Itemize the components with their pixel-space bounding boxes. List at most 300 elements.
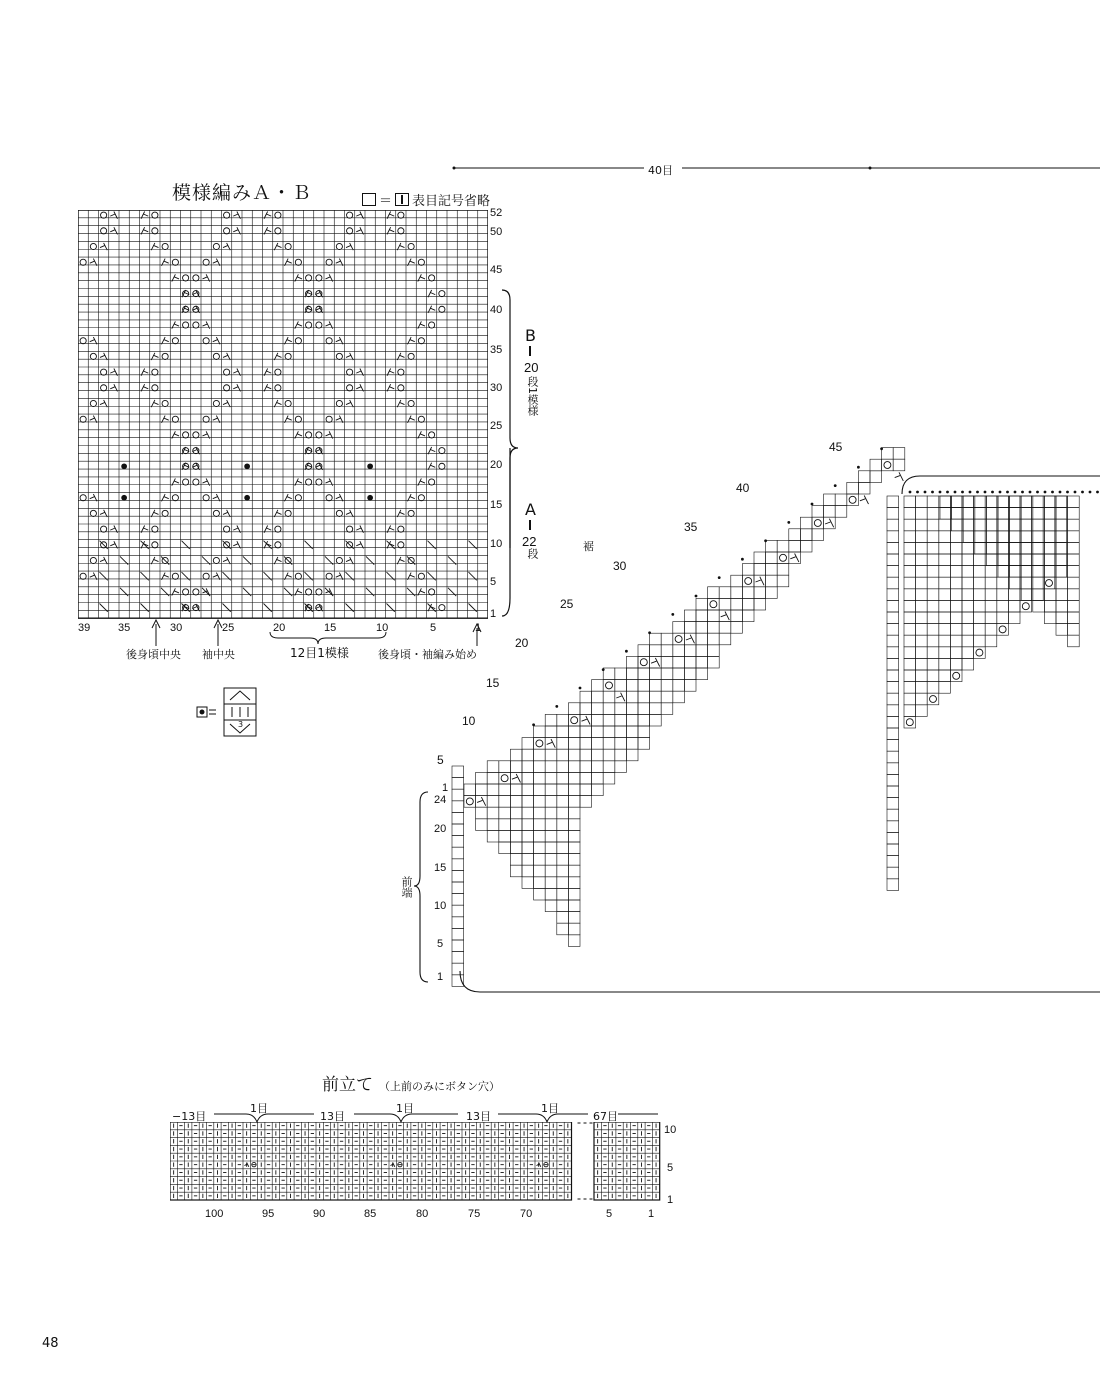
right-cell	[939, 647, 951, 659]
hem-cell	[719, 598, 731, 610]
hem-cell	[534, 784, 546, 796]
right-cell	[927, 519, 939, 531]
right-cell	[904, 682, 916, 694]
stitch-symbol	[326, 338, 332, 344]
hem-cell	[510, 784, 522, 796]
stitch-symbol	[90, 353, 96, 359]
hem-cell	[557, 784, 569, 796]
hem-cell	[580, 796, 592, 808]
step-dot	[532, 723, 535, 726]
hem-cell	[568, 761, 580, 773]
front-edge-cell	[452, 940, 464, 952]
hem-cell	[568, 865, 580, 877]
edge-dot	[1089, 491, 1092, 494]
stitch-symbol	[101, 369, 107, 375]
hem-cell	[615, 738, 627, 750]
hem-cell	[858, 471, 870, 483]
edge-dot	[1029, 491, 1032, 494]
hem-cell	[603, 738, 615, 750]
hem-cell	[731, 610, 743, 622]
right-cell	[1021, 566, 1033, 578]
outline-bottom	[460, 971, 1100, 992]
right-cell	[1044, 542, 1056, 554]
row-label: 1	[490, 608, 497, 620]
empty-square-icon	[362, 193, 376, 206]
hem-cell	[568, 877, 580, 889]
hem-cell	[638, 738, 650, 750]
right-cell	[904, 612, 916, 624]
hem-cell	[580, 691, 592, 703]
edge-dot	[1044, 491, 1047, 494]
hem-cell	[742, 564, 754, 576]
right-cell	[927, 589, 939, 601]
hem-cell	[557, 772, 569, 784]
stitch-symbol	[90, 400, 96, 406]
edge-dot	[909, 491, 912, 494]
stitch-symbol	[606, 682, 613, 689]
sleeve-center-label: 袖中央	[202, 648, 235, 661]
stitch-symbol	[193, 589, 199, 595]
right-cell	[962, 647, 974, 659]
right-cell	[1056, 612, 1068, 624]
dimension-path	[214, 1114, 658, 1122]
right-cell	[927, 508, 939, 520]
hem-cell	[557, 877, 569, 889]
start-label: 後身頃・袖編み始め	[378, 648, 477, 661]
hem-cell	[638, 726, 650, 738]
hem-cell	[684, 680, 696, 692]
hem-cell	[522, 877, 534, 889]
hem-cell	[650, 691, 662, 703]
hem-cell	[487, 830, 499, 842]
hem-cell	[545, 865, 557, 877]
right-cell	[997, 589, 1009, 601]
stitch-symbol	[203, 573, 209, 579]
right-cell	[1020, 542, 1032, 554]
hem-cell	[487, 796, 499, 808]
right-cell	[1044, 554, 1056, 566]
stitch-symbol	[224, 212, 230, 218]
stitch-symbol	[101, 228, 107, 234]
hem-cell	[568, 854, 580, 866]
hem-cell	[882, 448, 894, 460]
stitch-symbol	[429, 432, 435, 438]
right-cell	[974, 554, 986, 566]
right-cell	[927, 496, 939, 508]
hem-cell	[545, 819, 557, 831]
band-col-label: 95	[262, 1208, 275, 1220]
stitch-symbol	[326, 495, 332, 501]
hem-cell	[626, 691, 638, 703]
hem-cell	[626, 656, 638, 668]
hem-cell	[835, 506, 847, 518]
hem-cell	[626, 738, 638, 750]
edge-dot	[954, 491, 957, 494]
right-cell	[1068, 531, 1080, 543]
right-cell	[974, 519, 986, 531]
right-cell	[1043, 496, 1055, 508]
hem-cell	[557, 842, 569, 854]
right-cell	[904, 496, 916, 508]
center-strip-cell	[887, 496, 899, 508]
right-cell	[1033, 519, 1045, 531]
edge-dot	[961, 491, 964, 494]
hem-cell	[615, 761, 627, 773]
hem-cell	[545, 900, 557, 912]
right-cell	[985, 519, 997, 531]
hem-cell	[580, 726, 592, 738]
stitch-symbol	[316, 479, 322, 485]
right-cell	[939, 682, 951, 694]
stitch-symbol	[183, 275, 189, 281]
bracket-a-note: 段	[526, 548, 539, 559]
step-label: 45	[829, 440, 843, 454]
stitch-symbol	[183, 432, 189, 438]
hem-cell	[545, 749, 557, 761]
right-cell	[986, 531, 998, 543]
hem-cell	[789, 540, 801, 552]
front-edge-cell	[452, 778, 464, 790]
stitch-symbol	[213, 400, 219, 406]
hem-cell	[615, 726, 627, 738]
right-cell	[974, 589, 986, 601]
front-edge-cell	[452, 917, 464, 929]
edge-dot	[991, 491, 994, 494]
col-label: 39	[78, 622, 91, 634]
step-label: 15	[486, 676, 500, 690]
hem-cell	[696, 633, 708, 645]
hem-cell	[510, 749, 522, 761]
band-col-label: 70	[520, 1208, 533, 1220]
legend-equals: ＝	[379, 194, 393, 209]
right-cell	[904, 577, 916, 589]
hem-cell	[487, 784, 499, 796]
right-cell	[962, 577, 974, 589]
right-cell	[1033, 554, 1045, 566]
right-cell	[1043, 566, 1055, 578]
stitch-symbol	[213, 510, 219, 516]
stitch-symbol	[398, 228, 404, 234]
right-cell	[904, 554, 916, 566]
right-cell	[939, 600, 951, 612]
right-cell	[975, 496, 987, 508]
hem-cell	[626, 703, 638, 715]
right-cell	[997, 508, 1009, 520]
right-cell	[997, 554, 1009, 566]
right-cell	[998, 554, 1010, 566]
hem-cell	[592, 680, 604, 692]
hem-cell	[626, 714, 638, 726]
back-center-label: 後身頃中央	[126, 648, 181, 661]
stitch-symbol	[306, 432, 312, 438]
right-cell	[997, 542, 1009, 554]
step-dot	[579, 687, 582, 690]
front-edge-cell	[452, 963, 464, 975]
right-cell	[1055, 542, 1067, 554]
hem-cell	[510, 830, 522, 842]
segment-label: 1目	[250, 1102, 268, 1115]
right-cell	[1068, 542, 1080, 554]
hem-cell	[499, 796, 511, 808]
stitch-symbol	[90, 557, 96, 563]
hem-cell	[742, 587, 754, 599]
hem-cell	[568, 923, 580, 935]
hem-cell	[777, 575, 789, 587]
hem-cell	[661, 656, 673, 668]
hem-cell	[499, 830, 511, 842]
stitch-symbol	[193, 479, 199, 485]
hem-cell	[557, 761, 569, 773]
stitch-symbol	[336, 557, 342, 563]
stitch-symbol	[172, 573, 178, 579]
right-cell	[1008, 554, 1020, 566]
stitch-symbol	[367, 495, 373, 501]
right-cell	[997, 600, 1009, 612]
hem-cell	[777, 552, 789, 564]
right-cell	[1008, 519, 1020, 531]
hem-cell	[789, 529, 801, 541]
hem-cell	[557, 726, 569, 738]
stitch-symbol	[193, 432, 199, 438]
hem-cell	[476, 807, 488, 819]
front-edge-cell	[452, 870, 464, 882]
right-cell	[1032, 531, 1044, 543]
right-cell	[1056, 542, 1068, 554]
right-cell	[974, 600, 986, 612]
stitch-symbol	[193, 275, 199, 281]
right-cell	[974, 496, 986, 508]
step-dot	[695, 595, 698, 598]
stitch-symbol	[999, 626, 1006, 633]
hem-cell	[638, 656, 650, 668]
stitch-symbol	[547, 739, 556, 748]
right-cell	[1043, 519, 1055, 531]
hem-cell	[534, 726, 546, 738]
right-cell	[998, 542, 1010, 554]
hem-cell	[603, 749, 615, 761]
right-cell	[962, 658, 974, 670]
hem-cell	[557, 796, 569, 808]
col-label: 20	[273, 622, 286, 634]
step-dot	[625, 650, 628, 653]
right-cell	[1044, 519, 1056, 531]
right-cell	[986, 554, 998, 566]
right-cell	[1055, 531, 1067, 543]
stitch-symbol	[80, 573, 86, 579]
edge-dot	[946, 491, 949, 494]
stitch-symbol	[275, 542, 281, 548]
stitch-symbol	[275, 228, 281, 234]
hem-cell	[545, 726, 557, 738]
hem-cell	[568, 796, 580, 808]
right-cell	[927, 577, 939, 589]
hem-label: 裾	[583, 540, 594, 553]
hem-cell	[650, 703, 662, 715]
right-cell	[1043, 508, 1055, 520]
right-cell	[1056, 496, 1068, 508]
hem-cell	[534, 842, 546, 854]
hem-cell	[522, 784, 534, 796]
hem-cell	[592, 761, 604, 773]
hem-cell	[568, 888, 580, 900]
hem-cell	[638, 668, 650, 680]
edge-dot	[1006, 491, 1009, 494]
right-cell	[904, 647, 916, 659]
right-cell	[974, 542, 986, 554]
right-cell	[1044, 612, 1056, 624]
right-cell	[916, 670, 928, 682]
stitch-symbol	[1022, 603, 1029, 610]
right-cell	[1056, 624, 1068, 636]
center-strip-cell	[887, 577, 899, 589]
hem-cell	[487, 761, 499, 773]
hem-cell	[545, 830, 557, 842]
stitch-symbol	[183, 479, 189, 485]
width-dimension-line	[450, 160, 1100, 176]
hem-cell	[568, 935, 580, 947]
hem-cell	[568, 749, 580, 761]
hem-cell	[766, 564, 778, 576]
hem-cell	[708, 622, 720, 634]
page-number: 48	[42, 1336, 59, 1351]
hem-cell	[580, 703, 592, 715]
right-cell	[1068, 624, 1080, 636]
front-band-grid	[170, 1122, 662, 1206]
step-dot	[555, 705, 558, 708]
right-cell	[916, 519, 928, 531]
hem-cell	[545, 854, 557, 866]
hem-cell	[487, 807, 499, 819]
hem-cell	[510, 865, 522, 877]
stitch-symbol	[244, 463, 250, 469]
right-cell	[904, 531, 916, 543]
stitch-symbol	[224, 385, 230, 391]
right-cell	[1021, 589, 1033, 601]
stitch-symbol	[306, 589, 312, 595]
hem-cell	[545, 714, 557, 726]
stitch-symbol	[512, 774, 521, 783]
center-strip-cell	[887, 879, 899, 891]
hem-cell	[534, 888, 546, 900]
stitch-symbol	[121, 463, 127, 469]
stitch-symbol	[90, 510, 96, 516]
right-cell	[986, 508, 998, 520]
hem-cell	[534, 854, 546, 866]
hem-cell	[650, 680, 662, 692]
right-cell	[1033, 577, 1045, 589]
hem-cell	[731, 587, 743, 599]
hem-cell	[592, 784, 604, 796]
right-cell	[1056, 519, 1068, 531]
hem-cell	[731, 575, 743, 587]
right-cell	[1010, 566, 1022, 578]
hem-cell	[464, 796, 476, 808]
stitch-symbol	[213, 243, 219, 249]
front-edge-top-row: 1	[442, 782, 449, 794]
hem-cell	[557, 865, 569, 877]
right-cell	[927, 693, 939, 705]
center-strip-cell	[887, 647, 899, 659]
stitch-symbol	[367, 463, 373, 469]
right-cell	[974, 508, 986, 520]
right-cell	[1020, 577, 1032, 589]
hem-cell	[557, 888, 569, 900]
col-label: 25	[222, 622, 235, 634]
hem-cell	[800, 517, 812, 529]
stitch-symbol	[651, 658, 660, 667]
right-cell	[939, 508, 951, 520]
right-cell	[1068, 600, 1080, 612]
hem-cell	[534, 830, 546, 842]
band-col-label: 100	[205, 1208, 224, 1220]
row-label: 52	[490, 207, 503, 219]
right-cell	[1032, 566, 1044, 578]
stitch-symbol	[224, 228, 230, 234]
right-cell	[939, 566, 951, 578]
right-cell	[916, 542, 928, 554]
right-cell	[962, 554, 974, 566]
right-cell	[1043, 531, 1055, 543]
right-cell	[986, 519, 998, 531]
hem-cell	[673, 691, 685, 703]
edge-dot	[924, 491, 927, 494]
front-edge-cell	[452, 801, 464, 813]
edge-dot	[1074, 491, 1077, 494]
hem-cell	[777, 540, 789, 552]
hem-cell	[638, 714, 650, 726]
right-cell	[1020, 566, 1032, 578]
stitch-symbol	[398, 212, 404, 218]
hem-cell	[626, 749, 638, 761]
center-strip-cell	[887, 566, 899, 578]
grid-lines	[78, 210, 488, 618]
center-strip-cell	[887, 716, 899, 728]
bracket-b-dash	[529, 346, 531, 356]
hem-cell	[731, 598, 743, 610]
right-cell	[1044, 496, 1056, 508]
hem-cell	[557, 830, 569, 842]
stitch-symbol	[906, 719, 913, 726]
stitch-symbol	[418, 416, 424, 422]
hem-cell	[499, 772, 511, 784]
hem-cell	[522, 796, 534, 808]
stitch-symbol	[295, 416, 301, 422]
edge-dot	[1051, 491, 1054, 494]
front-edge-cell	[452, 859, 464, 871]
front-edge-bracket	[412, 790, 432, 984]
right-cell	[1043, 577, 1055, 589]
step-dot	[602, 668, 605, 671]
stitch-symbol	[275, 369, 281, 375]
right-cell	[950, 647, 962, 659]
hem-cell	[510, 819, 522, 831]
hem-cell	[510, 854, 522, 866]
step-label: 20	[515, 636, 529, 650]
stitch-symbol	[756, 577, 765, 586]
edge-dot	[931, 491, 934, 494]
center-strip-cell	[887, 705, 899, 717]
hem-cell	[603, 668, 615, 680]
right-cell	[904, 589, 916, 601]
right-cell	[998, 531, 1010, 543]
right-cell	[985, 589, 997, 601]
right-cell	[939, 542, 951, 554]
step-label: 40	[736, 481, 750, 495]
hem-cell	[499, 784, 511, 796]
hem-cell	[534, 761, 546, 773]
right-cell	[985, 531, 997, 543]
right-cell	[927, 647, 939, 659]
